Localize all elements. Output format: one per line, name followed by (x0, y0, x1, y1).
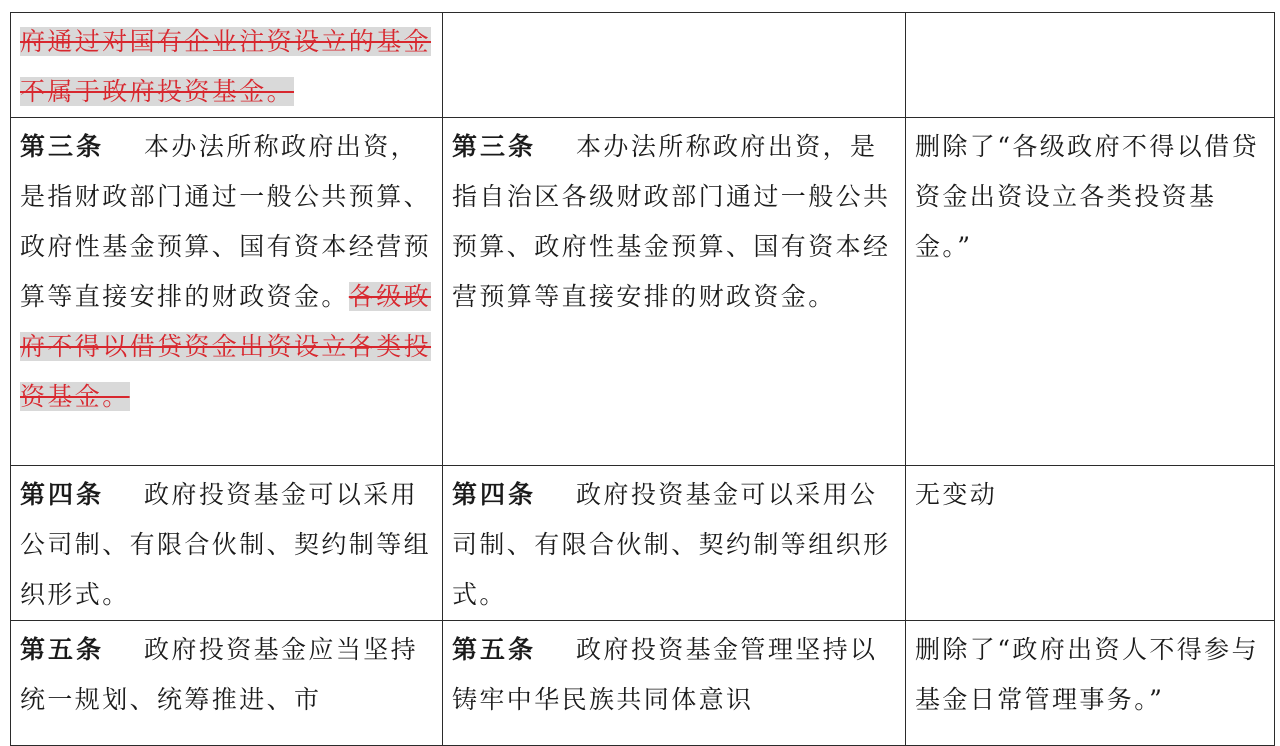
change-note: 删除了“政府出资人不得参与基金日常管理事务。” (915, 635, 1259, 714)
new-text-cell (443, 13, 906, 118)
change-note-cell (906, 118, 1275, 466)
article-text: 政府投资基金应当坚持统一规划、统筹推进、市 (20, 635, 419, 714)
article-heading: 第三条 (20, 132, 105, 161)
change-note: 无变动 (915, 480, 998, 509)
article-heading: 第五条 (452, 635, 537, 664)
change-note: 删除了“各级政府不得以借贷资金出资设立各类投资基金。” (915, 132, 1259, 261)
new-text-cell (443, 466, 906, 621)
change-note-cell (906, 13, 1275, 118)
article-heading: 第四条 (20, 480, 105, 509)
new-text-cell (443, 118, 906, 466)
change-note-cell (906, 621, 1275, 746)
table-row (11, 118, 1275, 466)
table-row (11, 466, 1275, 621)
article-text: 政府投资基金管理坚持以铸牢中华民族共同体意识 (452, 635, 878, 714)
deleted-text: 府通过对国有企业注资设立的基金不属于政府投资基金。 (20, 27, 432, 106)
comparison-table (10, 12, 1275, 746)
article-heading: 第五条 (20, 635, 105, 664)
article-text: 本办法所称政府出资，是指财政部门通过一般公共预算、政府性基金预算、国有资本经营预算等直接安排的财政资金。 (20, 132, 432, 311)
change-note-cell (906, 466, 1275, 621)
old-text-cell (11, 621, 443, 746)
old-text-cell (11, 118, 443, 466)
article-text: 政府投资基金可以采用公司制、有限合伙制、契约制等组织形式。 (452, 480, 891, 609)
old-text-cell (11, 466, 443, 621)
new-text-cell (443, 621, 906, 746)
article-heading: 第三条 (452, 132, 537, 161)
deleted-text: 各级政府不得以借贷资金出资设立各类投资基金。 (20, 282, 432, 411)
article-text: 政府投资基金可以采用公司制、有限合伙制、契约制等组织形式。 (20, 480, 432, 609)
table-row (11, 13, 1275, 118)
table-row (11, 621, 1275, 746)
old-text-cell (11, 13, 443, 118)
article-text: 本办法所称政府出资，是指自治区各级财政部门通过一般公共预算、政府性基金预算、国有资本经营预算等直接安排的财政资金。 (452, 132, 891, 311)
article-heading: 第四条 (452, 480, 537, 509)
